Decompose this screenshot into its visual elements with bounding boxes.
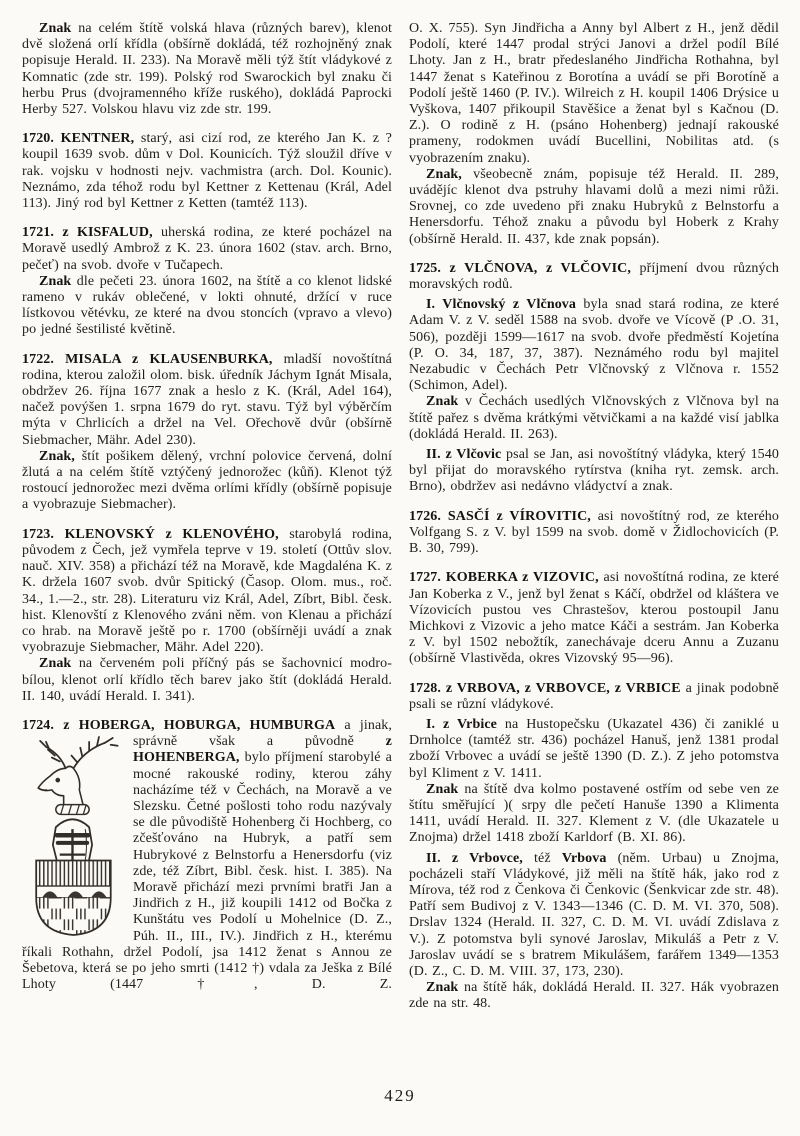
text-run: uherská rodina, ze které pocházel na Moravě usedlý Ambrož z K. 23. února 1602 (stav. arch. Brno, pečeť) na svob. dvoře v Tučapech. [22, 225, 392, 273]
text-run: asi novoštítný rod, ze kterého Volfgang S. z V. byl 1599 na svob. domě v Židlochovicích (P. B. 30, 799). [409, 508, 779, 557]
paragraph [22, 21, 392, 118]
bold-text-run: z HOHENBERGA, [133, 734, 392, 766]
text-run: byla snad stará rodina, ze které Adam V. z V. seděl 1588 na svob. dvoře ve Vícově (P .O. 31, 506), později 1599—1617 na svob. dvoře předměstí Kojetína (P. O. 34, 187, 37, 387). Neznámého rodu byl majitel Nezabudic v Čechách Petr Vlčnovský z Vlčnova r. 1552 (Schimon, Adel). [409, 297, 780, 394]
bold-text-run: 1728. z VRBOVA, z VRBOVCE, z VRBICE [409, 680, 681, 696]
paragraph [22, 449, 392, 514]
paragraph [409, 261, 779, 293]
paragraph [409, 681, 779, 713]
bold-text-run: 1722. MISALA z KLAUSENBURKA, [22, 351, 273, 367]
text-run: štít pošikem dělený, vrchní polovice červená, dolní žlutá a na celém štítě vztýčený jednorožec (kůň). Klenot týž rostoucí jednorožec mezi dvěma orlími křídly (obšírně popisuje a vyobrazuje Siebmacher). [22, 448, 392, 513]
bold-text-run: Znak [39, 656, 72, 672]
stag-crest-arms-illustration [22, 735, 121, 937]
text-run: bylo příjmení starobylé a mocné rakouské rodiny, kterou záhy nacházíme též v Čechách, na Moravě a ve Slezsku. Četné pošlosti toho rodu nazývaly se dle původiště Hohenberg či Hochberg, co zčešťováno na Hubryk, a patří sem Hubrykové z Belnstorfu a Henersdorfu (viz zde, též Zíbrt, Bibl. česk. hist. I. 385). Na Moravě přichází mezi prvními bratři Jan a Jindřich z H., již koupili 1412 od Bočka z Kunštátu ves Podolí u Mohelnice (D. Z., Púh. II., III., IV.). Jindřich z H., kterému říkali Rothahn, držel Podolí, jsa 1412 ženat s Annou ze Šebetova, která se po jeho smrti (1412 †) vdala za Ješka z Bílé Lhoty (1447 †, D. Z. [22, 750, 392, 993]
text-run: na červeném poli příčný pás se šachovnicí modro-bílou, klenot orlí křídlo těch barev jako štít (dokládá Herald. II. 140, uvádí Herald. I. 341). [22, 656, 392, 704]
paragraph [409, 717, 779, 782]
paragraph [409, 297, 779, 394]
text-run: asi novoštítná rodina, ze které Jan Koberka z V., jenž byl ženat s Káčí, obdržel od kláštera ve Vízovicích pustou ves Chrastešov, kterou postoupil Janu Michkovi z Vizovic a jeho matce Káči a sestrám. Jan Koberka z V. byl 1502 nebožtík, zanechávaje dceru Annu a Zuzanu (obšírně Vlastivěda, okres Vizovský 95—96). [409, 570, 779, 667]
bold-text-run: Znak [426, 980, 459, 996]
bold-text-run: Znak, [426, 166, 462, 182]
paragraph [409, 167, 779, 248]
text-run: starobylá rodina, původem z Čech, jež vymřela teprve v 19. století (Ottův slov. nauč. XIV. 358) a přichází též na Moravě, kde Magdaléna K. z K. držela 1607 svob. dvůr Spitický (Časop. Olom. mus., roč. 34., 1.—2., str. 28). Literaturu viz Král, Adel, Zíbrt, Bibl. česk. hist. Klenovští z Klenového zváni něm. von Klenau a přichází co hrab. na Moravě ještě po r. 1700 (obšírněji uvádí a znak vyobrazuje Siebmacher, Mähr. Adel 220). [22, 526, 392, 656]
bold-text-run: I. Vlčnovský z Vlčnova [426, 297, 577, 313]
bold-text-run: I. z Vrbice [426, 716, 497, 732]
stag-antlers [40, 737, 117, 768]
left-column [22, 21, 392, 1013]
paragraph [409, 782, 779, 847]
torse-wreath [56, 805, 89, 815]
text-run: dle pečeti 23. února 1602, na štítě a co klenot lidské rameno v rukáv oblečené, v lokti ohnuté, držící v ruce lístkovou větévku, ze které na dvou stoncích (vpravo a vlevo) po jedné šestilisté květině. [22, 273, 392, 338]
paragraph [409, 509, 779, 558]
text-run: v Čechách usedlých Vlčnovských z Vlčnova byl na štítě pařez s dvěma krátkými větvičkami a na každé visí jablka (dokládá Herald. II. 263). [409, 394, 779, 442]
text-run: (něm. Urbau) u Znojma, pocházeli staří Vládykové, již měli na štítě hák, jako rod z Mírova, též rod z Čenkova či Čenkovic (Šenkvicar zde str. 48). Patří sem Budivoj z V. 1343—1346 (C. D. M. VI. 370, 508). Drslav 1324 (Herald. II. 327, C. D. M. VI. uvádí Zdislava z V.). Z potomstva byli synové Jaroslav, Mikuláš a Petr z V. Jaroslav uvádí se s bratrem Mikulášem, farářem 1349—1353 (D. Z., C. D. M. VIII. 37, 173, 230). [409, 850, 779, 979]
text-run: starý, asi cizí rod, ze kterého Jan K. z ? koupil 1639 svob. dům v Dol. Kounicích. Týž sloužil dříve v rak. vojsku v hodnosti nejv. vachmistra (arch. Dol. Kounic). Neznámo, zda téhož rodu byl Kettner z Kettenau (Král, Adel 113). Jiný rod byl Kettner z Ketten (tamtéž 113). [22, 131, 392, 212]
paragraph [409, 570, 779, 667]
bold-text-run: Znak [426, 781, 459, 797]
text-run: na Hustopečsku (Ukazatel 436) či zaniklé u Drnholce (tamtéž str. 436) pocházel Hanuš, jenž 1381 prodal zboží Vrbovec a uvádí se ještě 1390 (D. Z.). Z jeho potomstva byl Kliment z V. 1411. [409, 716, 779, 781]
paragraph [22, 718, 392, 993]
hohenberg-coat-of-arms-figure [22, 735, 121, 937]
text-run: a jinak podobně psali se různí vládykové. [409, 680, 779, 712]
bold-text-run: Znak, [39, 448, 75, 464]
text-run: mladší novoštítná rodina, kterou založil olom. bisk. úředník Jáchym Ignát Misala, obdržev 26. října 1677 znak a heslo z K. (Král, Adel 164), načež povýšen 1. srpna 1679 do ryt. stavu. Týž byl výběrčím mýta v Chrlicích a držel na Vel. Ořechově dvůr (obšírně Siebmacher, Mähr. Adel 230). [22, 351, 392, 448]
text-run: všeobecně znám, popisuje též Herald. II. 289, uvádějíc klenot dva pstruhy hlavami dolů a mezi nimi růži. Srovnej, co zde uvedeno při znaku Hubryků z Belnstorfu a Henersdorfu. Téhož znaku a původu byl Hoberk z Krahy (obšírně Herald. II. 437, kde znak popsán). [409, 166, 779, 247]
paragraph [409, 21, 779, 167]
text-run: též [522, 850, 562, 866]
paragraph [22, 225, 392, 274]
page-number: 429 [384, 1086, 416, 1105]
text-run: příjmení dvou různých moravských rodů. [409, 260, 779, 293]
bold-text-run: Znak [426, 394, 459, 410]
bold-text-run: 1726. SASČÍ z VÍROVITIC, [409, 508, 591, 524]
bold-text-run: 1725. z VLČNOVA, z VLČOVIC, [409, 260, 631, 276]
text-run: na celém štítě volská hlava (různých barev), klenot dvě složená orlí křídla (obšírně dokládá, též rozhojněný znak popisuje Herald. II. 233). Na Moravě měli týž štít vládykové z Komnatic (zde str. 199). Polský rod Swarockich byl znaku či herbu Prus (dvojramenného kříže ruského), dokládá Paprocki Herby 527. Volskou hlavu viz zde str. 199. [22, 21, 392, 118]
bold-text-run: 1720. KENTNER, [22, 131, 135, 147]
bold-text-run: II. z Vlčovic [426, 447, 502, 463]
paragraph [409, 851, 779, 981]
bold-text-run: Vrbova [561, 850, 607, 866]
bold-text-run: 1727. KOBERKA z VIZOVIC, [409, 570, 599, 586]
text-run: na štítě dva kolmo postavené ostřím od sebe ven ze štítu směřující )( srpy dle pečetí Hanuše 1390 a Klimenta 1411, uvádí Herald. II. 327. Klement z V. (dle Ukazatele u Znojma) držel 1418 zboží Karldorf (B. XI. 86). [409, 781, 779, 846]
right-column [409, 21, 779, 1013]
paragraph [409, 447, 779, 496]
bold-text-run: Znak [39, 273, 72, 289]
paragraph [22, 656, 392, 705]
paragraph [22, 352, 392, 449]
bold-text-run: 1723. KLENOVSKÝ z KLENOVÉHO, [22, 526, 279, 542]
paragraph [22, 527, 392, 657]
paragraph [22, 131, 392, 212]
text-run: a jinak, správně však a původně [133, 717, 392, 750]
paragraph [22, 274, 392, 339]
paragraph [409, 394, 779, 443]
text-run: na štítě hák, dokládá Herald. II. 327. Hák vyobrazen zde na str. 48. [409, 980, 779, 1012]
bold-text-run: Znak [39, 21, 72, 36]
stag-head [38, 767, 83, 806]
paragraph [409, 980, 779, 1012]
text-run: psal se Jan, asi novoštítný vládyka, který 1540 byl přijat do moravského rytírstva (kniha ryt. zemsk. arch. Brno), obdržev asi nedávno vládyctví a znak. [409, 447, 779, 495]
text-run: O. X. 755). Syn Jindřicha a Anny byl Albert z H., jenž dědil Podolí, které 1447 prodal strýci Janovi a držel podíl Bílé Lhoty. Jan z H., bratr předeslaného Jindřicha Rothahna, byl 1447 ženat s Kateřinou z Borotína a uvádí se při Borotíně a Podolí ještě 1460 (P. IV.). Wilreich z H. koupil 1406 Drýsice u Vyškova, 1407 přikoupil Stavěšice a ženat byl s Kačnou (D. Z.). O rodině z H. (psáno Hohenberg) jednají rakouské prameny, rodokmen uvádí Bucellini, Nobilitas atd. (s vyobrazením znaku). [409, 21, 779, 166]
bold-text-run: 1724. z HOBERGA, HOBURGA, HUMBURGA [22, 717, 336, 733]
bold-text-run: II. z Vrbovce, [426, 850, 523, 866]
bold-text-run: 1721. z KISFALUD, [22, 225, 153, 241]
